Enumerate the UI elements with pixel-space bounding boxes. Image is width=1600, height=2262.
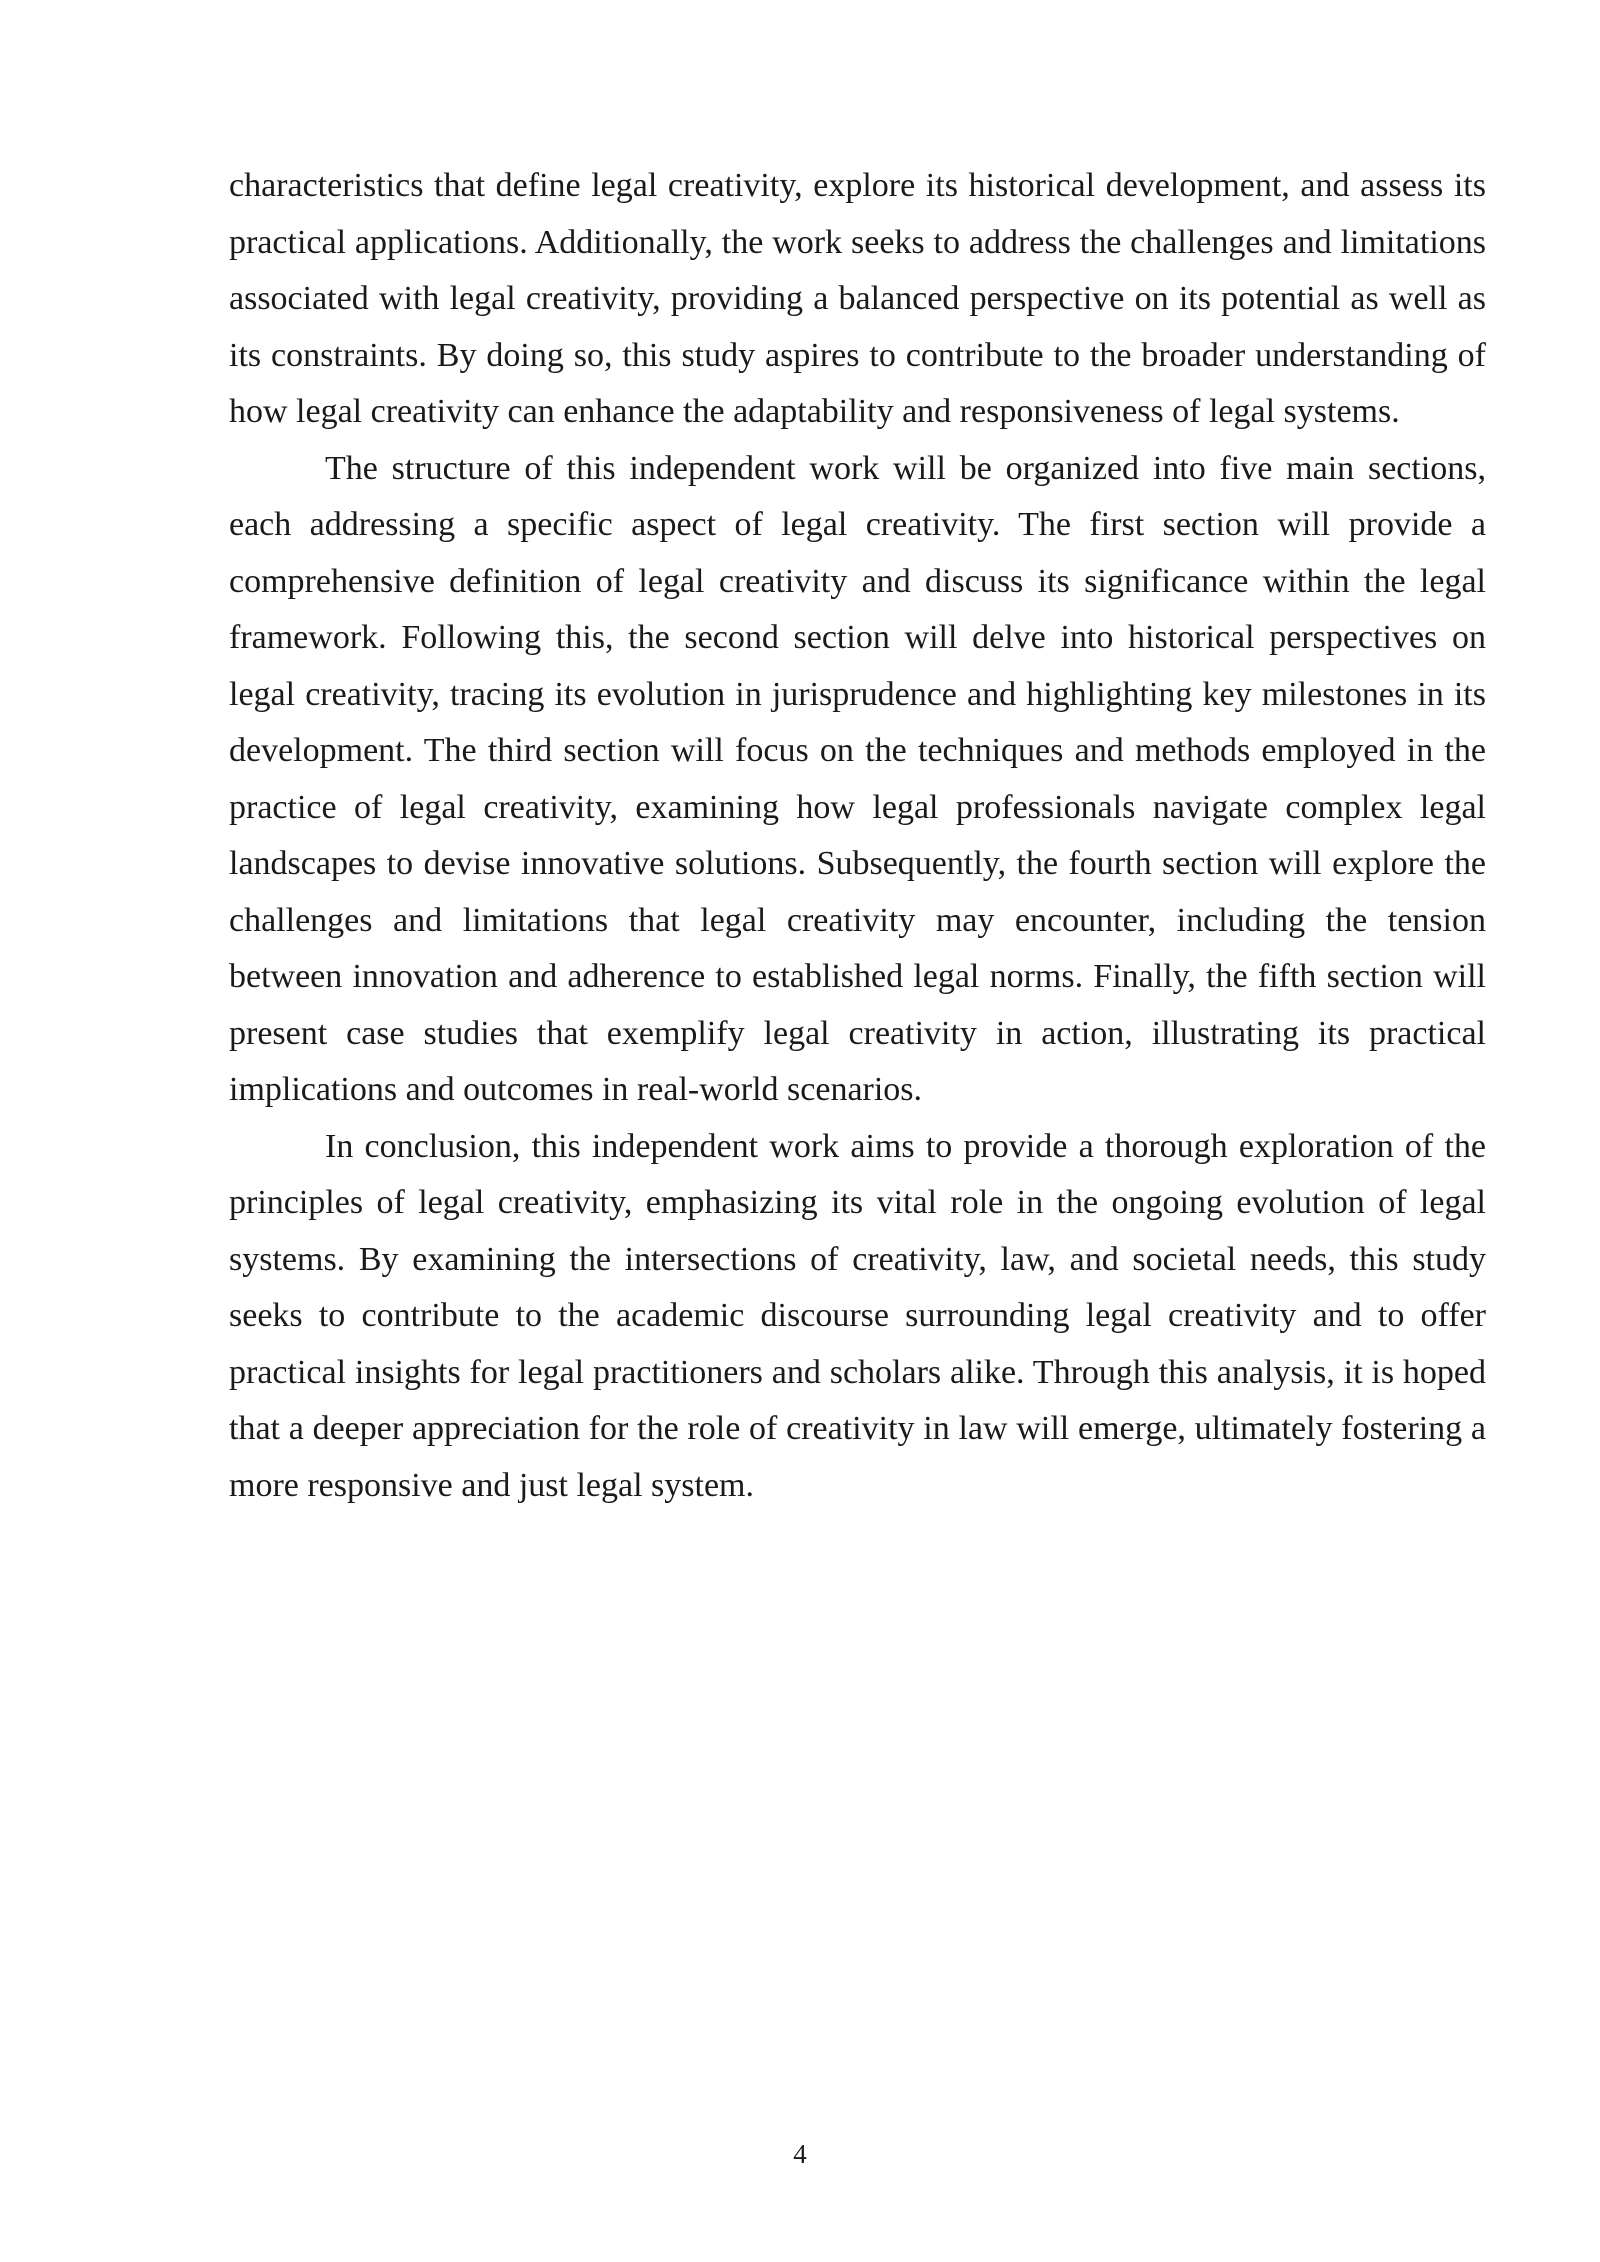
page-number: 4 bbox=[793, 2139, 807, 2169]
paragraph-structure: The structure of this independent work will be organized into five main sections, each addressing a specific aspect of legal creativity. The first section will provide a comprehensive definition of legal creativity and discuss its significance within the legal framework. Following this, the second section will delve into historical perspectives on legal creativity, tracing its evolution in jurisprudence and highlighting key milestones in its development. The third section will focus on the techniques and methods employed in the practice of legal creativity, examining how legal professionals navigate complex legal landscapes to devise innovative solutions. Subsequently, the fourth section will explore the challenges and limitations that legal creativity may encounter, including the tension between innovation and adherence to established legal norms. Finally, the fifth section will present case studies that exemplify legal creativity in action, illustrating its practical implications and outcomes in real-world scenarios. bbox=[229, 449, 1486, 1108]
paragraph-conclusion: In conclusion, this independent work aims to provide a thorough exploration of the principles of legal creativity, emphasizing its vital role in the ongoing evolution of legal systems. By examining the intersections of creativity, law, and societal needs, this study seeks to contribute to the academic discourse surrounding legal creativity and to offer practical insights for legal practitioners and scholars alike. Through this analysis, it is hoped that a deeper appreciation for the role of creativity in law will emerge, ultimately fostering a more responsive and just legal system. bbox=[229, 1127, 1486, 1504]
paragraph-continuation: characteristics that define legal creativity, explore its historical development, and assess its practical applications. Additionally, the work seeks to address the challenges and limitations associated with legal creativity, providing a balanced perspective on its potential as well as its constraints. By doing so, this study aspires to contribute to the broader understanding of how legal creativity can enhance the adaptability and responsiveness of legal systems. bbox=[229, 167, 1486, 430]
page-body bbox=[229, 158, 1486, 1514]
